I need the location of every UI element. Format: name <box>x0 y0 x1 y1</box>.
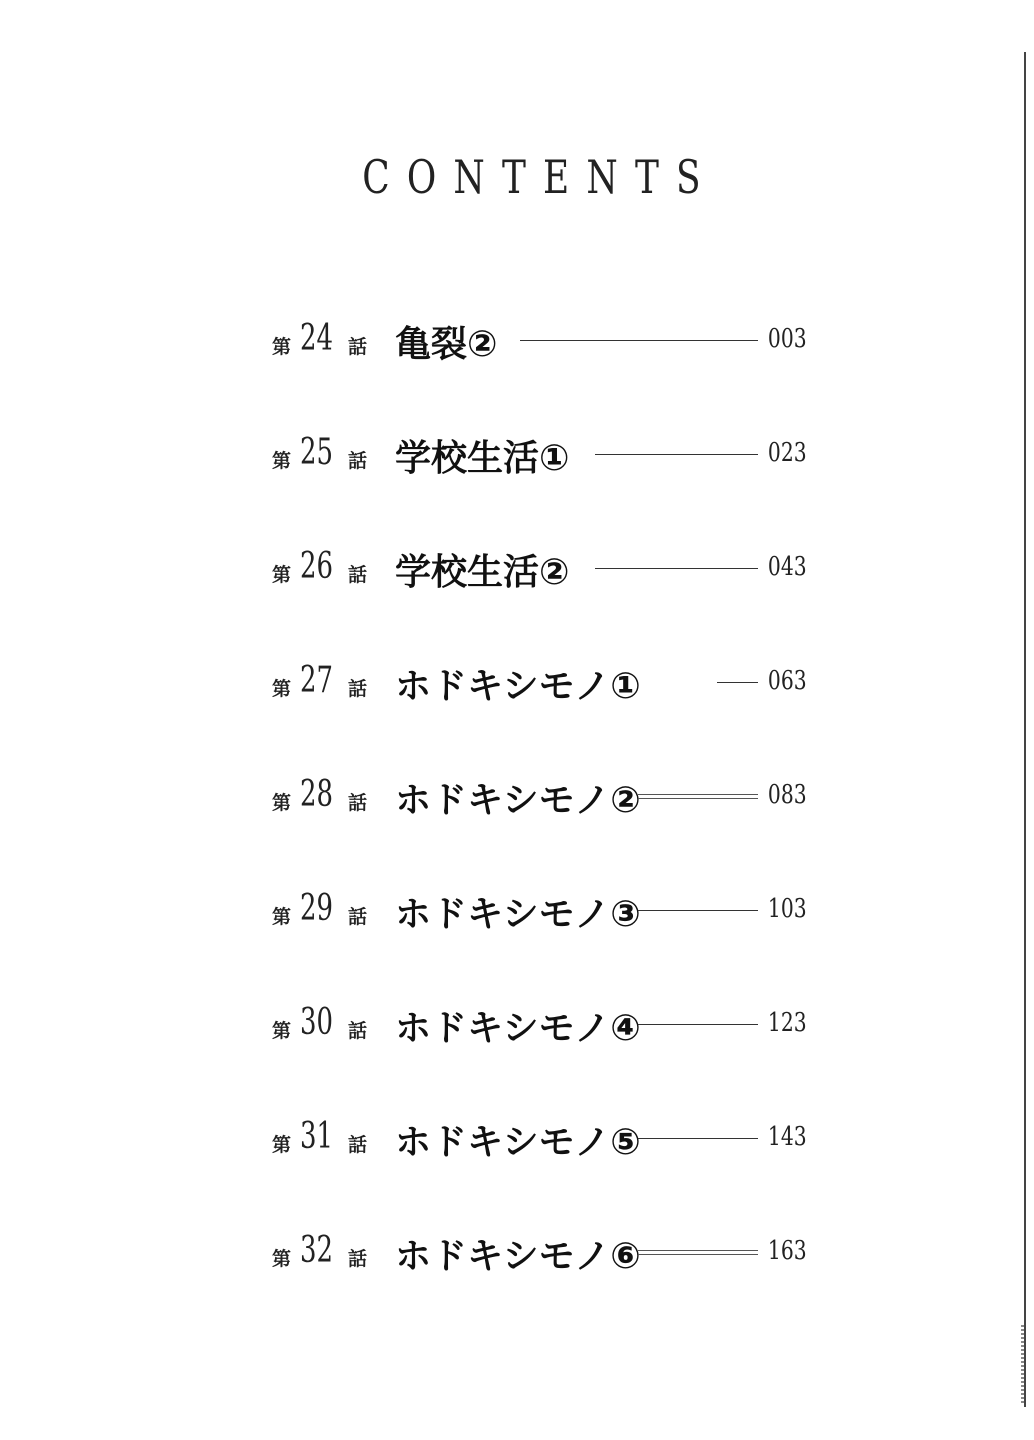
chapter-suffix: 話 <box>348 1134 368 1156</box>
chapter-title: 亀裂② <box>395 324 498 365</box>
toc-entry-28[interactable] <box>270 766 815 826</box>
chapter-title: ホドキシモノ⑤ <box>395 1122 641 1163</box>
page-number: 063 <box>768 666 807 696</box>
dot-leader <box>595 568 758 569</box>
chapter-prefix: 第 <box>272 564 292 586</box>
page-number: 023 <box>768 438 807 468</box>
toc-entry-24[interactable] <box>270 310 815 370</box>
toc-entry-26[interactable] <box>270 538 815 598</box>
chapter-title: ホドキシモノ① <box>395 666 641 707</box>
chapter-title: 学校生活② <box>395 552 570 593</box>
page-number: 043 <box>768 552 807 582</box>
chapter-suffix: 話 <box>348 564 368 586</box>
chapter-title: ホドキシモノ④ <box>395 1008 641 1049</box>
chapter-prefix: 第 <box>272 1020 292 1042</box>
dot-leader <box>638 1138 758 1139</box>
chapter-number: 32 <box>300 1230 333 1271</box>
chapter-title: ホドキシモノ③ <box>395 894 641 935</box>
dot-leader <box>520 340 758 341</box>
chapter-number: 31 <box>300 1116 333 1157</box>
toc-entry-27[interactable] <box>270 652 815 712</box>
chapter-prefix: 第 <box>272 792 292 814</box>
toc-entry-31[interactable] <box>270 1108 815 1168</box>
chapter-prefix: 第 <box>272 1134 292 1156</box>
chapter-suffix: 話 <box>348 906 368 928</box>
chapter-suffix: 話 <box>348 336 368 358</box>
chapter-prefix: 第 <box>272 678 292 700</box>
chapter-suffix: 話 <box>348 1020 368 1042</box>
page-title: CONTENTS <box>362 150 718 204</box>
chapter-prefix: 第 <box>272 336 292 358</box>
dot-leader <box>638 910 758 911</box>
dot-leader <box>595 454 758 455</box>
chapter-number: 28 <box>300 774 333 815</box>
chapter-title: ホドキシモノ⑥ <box>395 1236 641 1277</box>
chapter-number: 30 <box>300 1002 333 1043</box>
chapter-number: 27 <box>300 660 333 701</box>
toc-entry-32[interactable] <box>270 1222 815 1282</box>
chapter-suffix: 話 <box>348 1248 368 1270</box>
chapter-title: ホドキシモノ② <box>395 780 641 821</box>
chapter-number: 25 <box>300 432 333 473</box>
page-number: 143 <box>768 1122 807 1152</box>
chapter-prefix: 第 <box>272 450 292 472</box>
toc-entry-29[interactable] <box>270 880 815 940</box>
dot-leader <box>638 794 758 799</box>
chapter-title: 学校生活① <box>395 438 570 479</box>
chapter-suffix: 話 <box>348 792 368 814</box>
toc-entry-25[interactable] <box>270 424 815 484</box>
chapter-number: 29 <box>300 888 333 929</box>
page-number: 083 <box>768 780 807 810</box>
chapter-prefix: 第 <box>272 1248 292 1270</box>
chapter-suffix: 話 <box>348 678 368 700</box>
chapter-number: 26 <box>300 546 333 587</box>
toc-entry-30[interactable] <box>270 994 815 1054</box>
dot-leader <box>717 682 758 683</box>
dot-leader <box>638 1024 758 1025</box>
chapter-prefix: 第 <box>272 906 292 928</box>
page-number: 123 <box>768 1008 807 1038</box>
page-number: 103 <box>768 894 807 924</box>
page-number: 163 <box>768 1236 807 1266</box>
chapter-number: 24 <box>300 318 333 359</box>
dot-leader <box>638 1250 758 1255</box>
page-number: 003 <box>768 324 807 354</box>
chapter-suffix: 話 <box>348 450 368 472</box>
